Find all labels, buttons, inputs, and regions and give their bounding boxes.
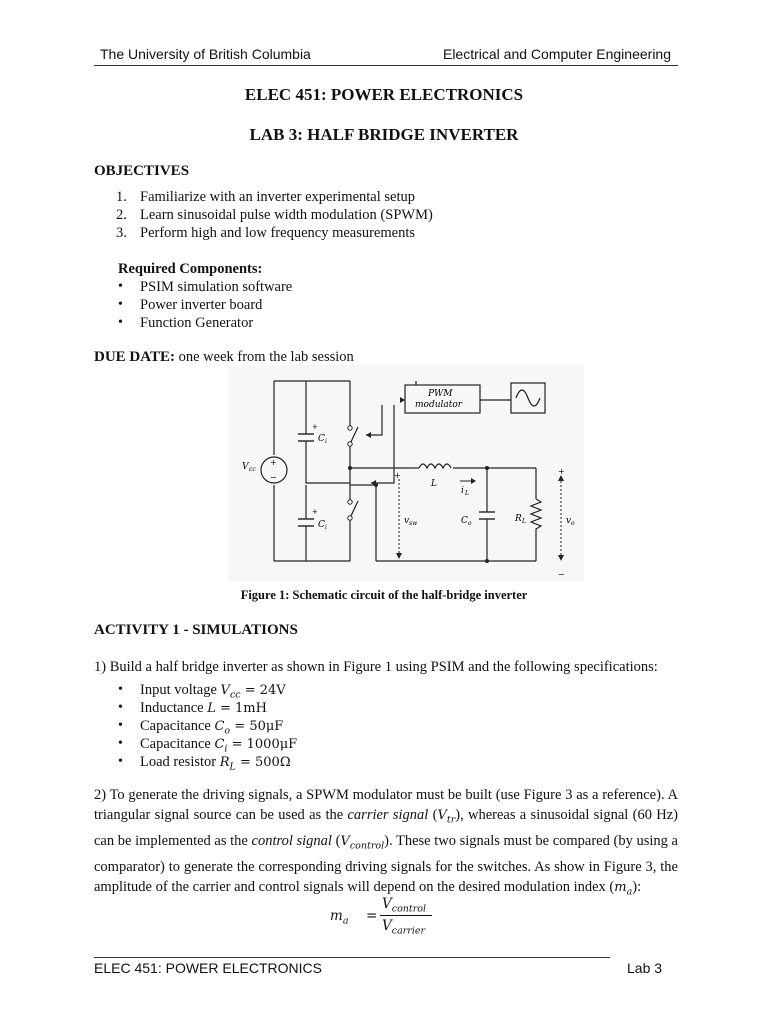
bullet-icon: • [118, 718, 123, 733]
spec-item: • Inductance L = 1mH [118, 700, 267, 716]
bullet-icon: • [118, 754, 123, 769]
due-date: DUE DATE: one week from the lab session [94, 349, 354, 365]
svg-text:L: L [431, 479, 437, 489]
footer-course: ELEC 451: POWER ELECTRONICS [94, 960, 322, 976]
svg-text:+: + [558, 467, 565, 476]
svg-text:+: + [270, 458, 277, 467]
component-item: • Power inverter board [118, 297, 263, 313]
spec-item: • Capacitance $C_o = 50\mu F$ [118, 718, 284, 737]
svg-text:R: R [515, 514, 522, 524]
bullet-icon: • [118, 279, 123, 294]
spec-item: • Load resistor $R_L = 500\Omega$ [118, 754, 291, 773]
bullet-icon: • [118, 315, 123, 330]
objectives-heading: OBJECTIVES [94, 163, 190, 179]
svg-text:v: v [404, 516, 410, 526]
svg-text:o: o [571, 520, 575, 527]
modulation-index-equation: $m_a$ = $V_{control}$ $V_{carrier}$ [330, 896, 440, 936]
activity1-paragraph1: 1) Build a half bridge inverter as shown in Figure 1 using PSIM and the following specifications: [94, 659, 658, 675]
svg-text:PWM: PWM [428, 389, 453, 399]
spec-item: • Capacitance $C_i = 1000\mu F$ [118, 736, 298, 755]
svg-text:sw: sw [409, 520, 418, 527]
svg-text:cc: cc [249, 466, 256, 473]
svg-text:v: v [566, 516, 572, 526]
footer-rule [94, 957, 610, 958]
spec-item: • Input voltage $V_{cc} = 24V$ [118, 682, 286, 701]
svg-text:+: + [312, 423, 318, 431]
objective-item: 3. Perform high and low frequency measurements [116, 225, 416, 241]
figure-caption: Figure 1: Schematic circuit of the half-bridge inverter [240, 588, 528, 602]
lab-title: LAB 3: HALF BRIDGE INVERTER [249, 125, 519, 144]
svg-text:i: i [461, 486, 464, 496]
bullet-icon: • [118, 682, 123, 697]
activity1-paragraph2: 2) To generate the driving signals, a SPWM modulator must be built (use Figure 3 as a reference). A triangular signal source can be used as the carrier signal $(V_{tr})$, whereas a sinusoidal signal (60 Hz) can be implemented as the control signal $(V_{control})$. These two signals must be compared (by using a comparator) to generate the corresponding driving signals for the switches. As show in Figure 3, the amplitude of the carrier and control signals will depend on the desired modulation index $(m_a)$: [94, 787, 678, 898]
svg-text:C: C [461, 516, 468, 526]
component-item: • Function Generator [118, 315, 254, 331]
svg-text:−: − [558, 570, 565, 579]
bullet-icon: • [118, 297, 123, 312]
svg-text:−: − [270, 473, 277, 482]
bullet-icon: • [118, 700, 123, 715]
activity1-heading: ACTIVITY 1 - SIMULATIONS [94, 622, 298, 638]
svg-text:modulator: modulator [415, 400, 463, 410]
footer-lab: Lab 3 [627, 960, 663, 976]
header-rule [94, 65, 678, 66]
course-title: ELEC 451: POWER ELECTRONICS [244, 85, 524, 104]
svg-text:i: i [325, 438, 327, 445]
components-heading: Required Components: [118, 261, 263, 277]
half-bridge-schematic [228, 365, 584, 581]
objective-item: 1. Familiarize with an inverter experimental setup [116, 189, 415, 205]
fraction-bar [380, 915, 432, 916]
svg-text:V: V [242, 462, 249, 472]
component-item: • PSIM simulation software [118, 279, 293, 295]
svg-text:i: i [325, 524, 327, 531]
header-university: The University of British Columbia [100, 46, 311, 62]
svg-text:L: L [465, 490, 469, 497]
svg-text:+: + [312, 508, 318, 516]
svg-text:L: L [522, 518, 526, 525]
svg-text:+: + [394, 471, 401, 480]
svg-text:C: C [318, 434, 325, 444]
header-department: Electrical and Computer Engineering [442, 46, 671, 62]
bullet-icon: • [118, 736, 123, 751]
svg-text:o: o [468, 520, 472, 527]
objective-item: 2. Learn sinusoidal pulse width modulation (SPWM) [116, 207, 433, 223]
svg-text:C: C [318, 520, 325, 530]
